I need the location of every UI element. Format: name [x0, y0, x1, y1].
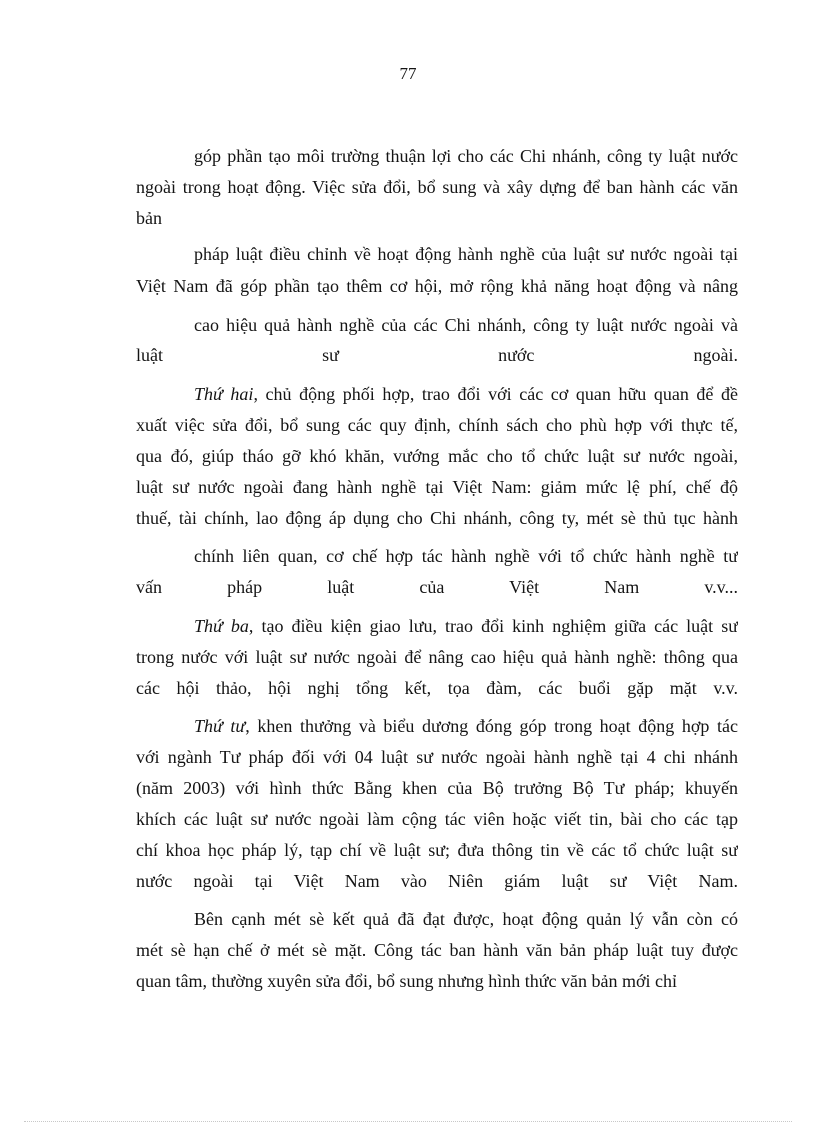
- text-span: , tạo điều kiện giao lưu, trao đổi kinh nghiệm giữa các luật sư: [248, 616, 738, 636]
- text-line: Việt Nam đã góp phần tạo thêm cơ hội, mở rộng khả năng hoạt động và nâng: [136, 276, 738, 296]
- italic-heading: Thứ hai: [194, 384, 254, 404]
- text-line: luật sư nước ngoài đang hành nghề tại Việt Nam: giảm mức lệ phí, chế độ: [136, 477, 738, 497]
- text-line: quan tâm, thường xuyên sửa đổi, bổ sung nhưng hình thức văn bản mới chỉ: [136, 971, 677, 991]
- text-line: [194, 711, 738, 741]
- text-line: chí khoa học pháp lý, tạp chí về luật sư; đưa thông tin về các tổ chức luật sư: [136, 840, 738, 860]
- text-line: xuất việc sửa đổi, bổ sung các quy định, chính sách cho phù hợp với thực tế,: [136, 415, 738, 435]
- text-line: góp phần tạo môi trường thuận lợi cho các Chi nhánh, công ty luật nước: [194, 146, 738, 166]
- text-span: , chủ động phối hợp, trao đổi với các cơ quan hữu quan để đề: [253, 384, 738, 404]
- italic-heading: Thứ ba: [194, 616, 249, 636]
- text-line: qua đó, giúp tháo gỡ khó khăn, vướng mắc cho tổ chức luật sư nước ngoài,: [136, 446, 738, 466]
- text-line: luật sư nước ngoài.: [136, 345, 738, 365]
- text-line: [194, 379, 738, 409]
- text-line: [194, 611, 738, 641]
- text-line: nước ngoài tại Việt Nam vào Niên giám luật sư Việt Nam.: [136, 871, 738, 891]
- page-number: 77: [399, 64, 417, 83]
- text-line: khích các luật sư nước ngoài làm cộng tác viên hoặc viết tin, bài cho các tạp: [136, 809, 738, 829]
- italic-heading: Thứ tư: [194, 716, 246, 736]
- text-line: trong nước với luật sư nước ngoài để nâng cao hiệu quả hành nghề: thông qua: [136, 647, 738, 667]
- text-line: chính liên quan, cơ chế hợp tác hành nghề với tổ chức hành nghề tư: [194, 546, 738, 566]
- text-line: cao hiệu quả hành nghề của các Chi nhánh, công ty luật nước ngoài và: [194, 315, 738, 335]
- text-span: , khen thưởng và biểu dương đóng góp trong hoạt động hợp tác: [245, 716, 738, 736]
- text-line: ngoài trong hoạt động. Việc sửa đổi, bổ sung và xây dựng để ban hành các văn: [136, 177, 738, 197]
- text-line: pháp luật điều chỉnh về hoạt động hành nghề của luật sư nước ngoài tại: [194, 244, 738, 264]
- text-line: các hội thảo, hội nghị tổng kết, tọa đàm, các buổi gặp mặt v.v.: [136, 678, 738, 698]
- text-line: mét sè hạn chế ở mét sè mặt. Công tác ban hành văn bản pháp luật tuy được: [136, 940, 738, 960]
- text-line: bản: [136, 208, 162, 228]
- text-line: với ngành Tư pháp đối với 04 luật sư nước ngoài hành nghề tại 4 chi nhánh: [136, 747, 738, 767]
- text-line: thuế, tài chính, lao động áp dụng cho Chi nhánh, công ty, mét sè thủ tục hành: [136, 508, 738, 528]
- text-line: vấn pháp luật của Việt Nam v.v...: [136, 577, 738, 597]
- page-bottom-divider: [24, 1121, 792, 1122]
- text-line: (năm 2003) với hình thức Bằng khen của Bộ trưởng Bộ Tư pháp; khuyến: [136, 778, 738, 798]
- text-line: Bên cạnh mét sè kết quả đã đạt được, hoạt động quản lý vẫn còn có: [194, 909, 738, 929]
